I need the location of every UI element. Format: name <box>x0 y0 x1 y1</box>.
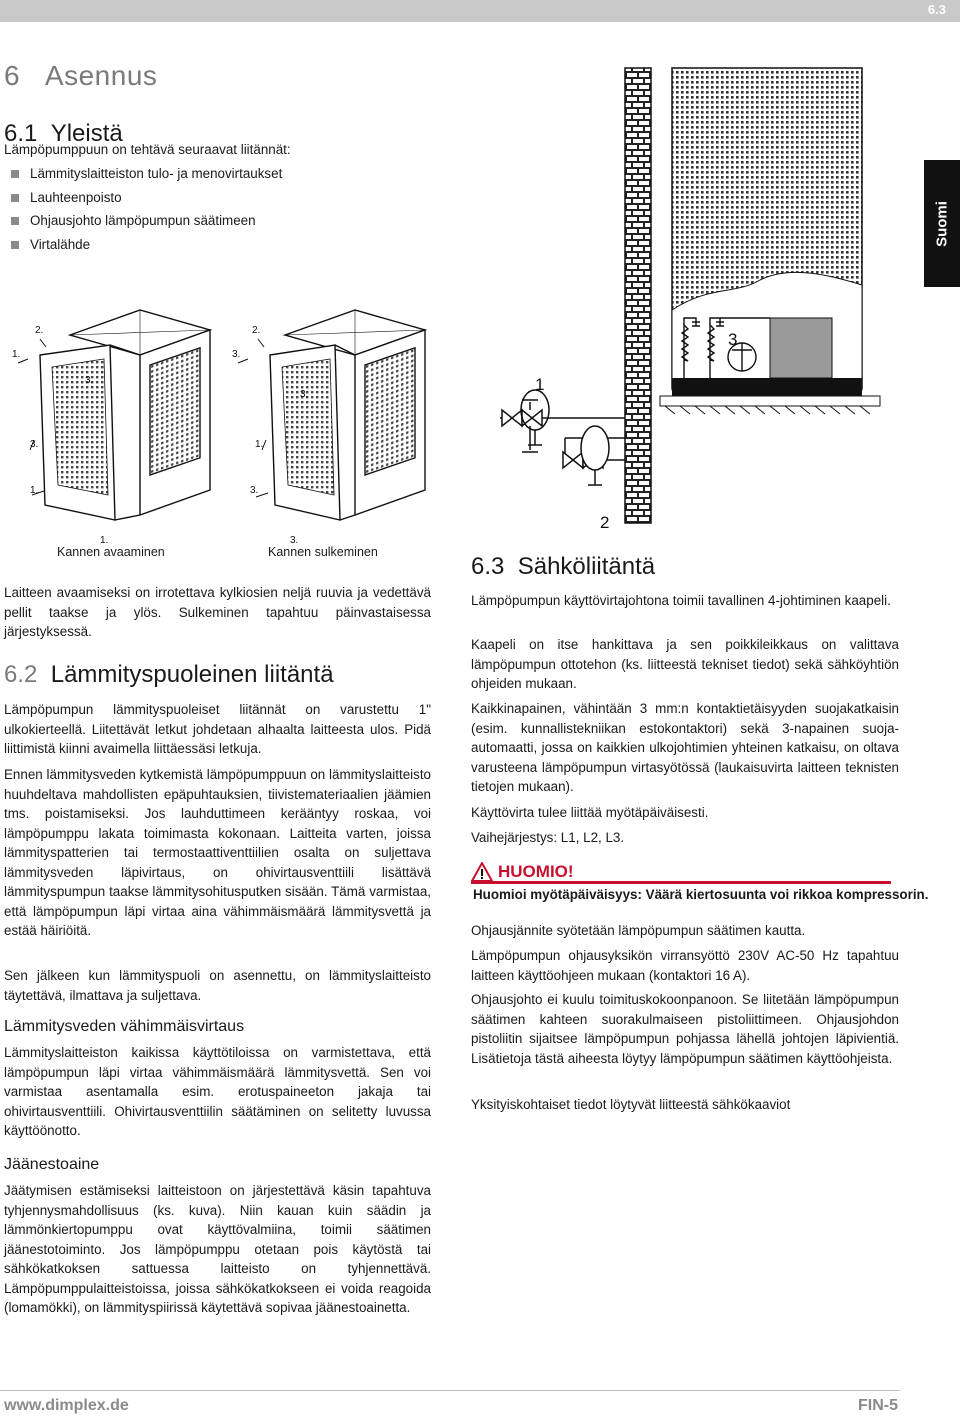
list-item: Lämmityslaitteiston tulo- ja menovirtaukset <box>4 162 282 186</box>
step-label: 3. <box>300 389 309 400</box>
section-6-1-intro: Lämpöpumppuun on tehtävä seuraavat liitännät: <box>4 142 291 157</box>
step-label: 3. <box>232 349 241 360</box>
caption-close: Kannen sulkeminen <box>268 545 378 559</box>
step-label: 1. <box>30 485 39 496</box>
connection-list <box>4 162 282 256</box>
list-item: Lauhteenpoisto <box>4 186 282 210</box>
step-label: 1. <box>100 535 109 545</box>
footer-divider <box>0 1390 900 1391</box>
section-6-3-title: 6.3 Sähköliitäntä <box>471 553 656 580</box>
min-flow-title: Lämmitysveden vähimmäisvirtaus <box>4 1018 245 1035</box>
wall-brick <box>625 68 651 523</box>
step-label: 2. <box>252 325 261 336</box>
section-6-3-p1: Lämpöpumpun käyttövirtajohtona toimii tavallinen 4-johtiminen kaapeli. <box>471 593 891 608</box>
unit-close <box>270 310 425 520</box>
warning-icon <box>471 862 493 882</box>
antifreeze-title: Jäänestoaine <box>4 1156 100 1173</box>
diagram-label-2: 2 <box>600 513 610 532</box>
section-6-3-p2: Kaapeli on itse hankittava ja sen poikkileikkaus on valittava lämpöpumpun ottotehon (ks. liitteestä tekniset tiedot) sekä sähköyhtiön ohjeiden mukaan. <box>471 637 899 691</box>
language-tab-label: Suomi <box>933 200 951 247</box>
step-label: 3. <box>85 375 94 386</box>
list-item: Virtalähde <box>4 233 282 257</box>
warning-text: Huomioi myötäpäiväisyys: Väärä kiertosuunta voi rikkoa kompressorin. <box>473 887 929 902</box>
section-6-3-p9: Yksityiskohtaiset tiedot löytyvät liitteestä sähkökaaviot <box>471 1097 791 1112</box>
installation-diagram <box>470 60 890 540</box>
section-6-3-p8: Ohjausjohto ei kuulu toimituskokoonpanoon. Se liitetään lämpöpumpun säätimen kahteen suorakulmaiseen pistoliittimeen. Ohjausjohdon pistoliitin sijaitsee lämpöpumpun pohjassa lähellä johtojen läpivientiä. Lisätietoja tästä aiheesta löytyy lämpöpumpun säätimen käyttöohjeista. <box>471 992 899 1066</box>
section-6-3-p5: Vaihejärjestys: L1, L2, L3. <box>471 830 625 845</box>
section-6-2-p1: Lämpöpumpun lämmityspuoleiset liitännät on varustettu 1" ulkokierteellä. Liitettävät letkut johdetaan alhaalta laitteesta ulos. Pidä liittimistä kiinni avaimella liittäessäsi letkuja. <box>4 702 431 756</box>
footer-page-number: FIN-5 <box>858 1397 898 1414</box>
section-6-3-p4: Käyttövirta tulee liittää myötäpäiväisesti. <box>471 805 709 820</box>
chapter-title: 6 Asennus <box>4 60 158 91</box>
section-6-1-title: 6.1 Yleistä <box>4 120 123 147</box>
pipe-valves <box>500 390 625 485</box>
page-number: 6.3 <box>927 2 946 17</box>
step-label: 3. <box>30 439 39 450</box>
step-label: 3. <box>250 485 259 496</box>
caption-open: Kannen avaaminen <box>57 545 165 559</box>
list-item: Ohjausjohto lämpöpumpun säätimeen <box>4 209 282 233</box>
warning-divider <box>471 881 891 884</box>
diagram-label-1: 1 <box>535 375 545 394</box>
diagram-label-3: 3 <box>728 330 738 349</box>
step-label: 3. <box>290 535 299 545</box>
language-tab[interactable] <box>924 160 960 287</box>
section-6-2-p3: Sen jälkeen kun lämmityspuoli on asennettu, on lämmityslaitteisto täytettävä, ilmattava ja suljettava. <box>4 968 431 1003</box>
heat-pump-unit <box>660 68 880 414</box>
cover-text: Laitteen avaamiseksi on irrotettava kylkiosien neljä ruuvia ja vedettävä pellit taakse ja ylös. Sulkeminen tapahtuu päinvastaisessa järjestyksessä. <box>4 585 431 639</box>
cover-figure <box>0 305 440 545</box>
min-flow-text: Lämmityslaitteiston kaikissa käyttötiloissa on varmistettava, että lämpöpumpun läpi virtaa vähimmäismäärä lämmitysvettä. Sen voi varmistaa asentamalla esim. erotuspaineeton jakaja tai ohivirtausventtiili. Ohivirtausventtiilin säätäminen on selitetty luvussa käyttöönotto. <box>4 1045 431 1138</box>
step-label: 1. <box>12 349 21 360</box>
section-6-2-title: 6.2 Lämmityspuoleinen liitäntä <box>4 661 334 688</box>
section-6-3-p7: Lämpöpumpun ohjausyksikön virransyöttö 230V AC-50 Hz tapahtuu laitteen käyttöohjeen mukaan (kontaktori 16 A). <box>471 948 899 983</box>
warning-title: HUOMIO! <box>498 862 574 881</box>
page-header-bar <box>0 0 960 22</box>
section-6-3-p6: Ohjausjännite syötetään lämpöpumpun säätimen kautta. <box>471 923 806 938</box>
antifreeze-text: Jäätymisen estämiseksi laitteistoon on järjestettävä käsin tapahtuva tyhjennysmahdollisuus (ks. kuva). Niin kauan kuin säädin ja lämmönkiertopumppu ovat käyttövalmiina, toimii säätimen jäänestotoiminto. Jos lämpöpumppu otetaan pois käytöstä tai sähkökatkoksen sattuessa laitteisto on tyhjennettävä. Lämpöpumppulaitteistoissa, joissa sähkökatkokseen ei voida reagoida (lomamökki), on lämmityspiirissä käytettävä sopivaa jäänestoainetta. <box>4 1183 431 1315</box>
section-6-3-p3: Kaikkinapainen, vähintään 3 mm:n kontaktietäisyyden suojakatkaisin (esim. kunnallistekniikan estokontaktori) sekä 3-napainen suoja-automaatti, jossa on kaikkien ulkojohtimien yhteinen katkaisu, on oltava varusteena lämpöpumpun virtasyötössä (laukaisuvirta laitteen teknisten tietojen mukaan). <box>471 701 899 794</box>
unit-open <box>40 310 210 520</box>
step-label: 2. <box>35 325 44 336</box>
section-6-2-p2: Ennen lämmitysveden kytkemistä lämpöpumppuun on lämmityslaitteisto huuhdeltava mahdollisten epäpuhtauksien, tiivistemateriaalien jäämien tms. poistamiseksi. Jos lauhduttimeen kerääntyy roskaa, voi lämpöpumppu lakata toimimasta kokonaan. Laitteita varten, joissa lämmityspatterien tai termostaattiventtiilien osalta on suljettava lämmitysveden läpivirtaus, on ohivirtausventtiili lisättävä lämmityspumpun taakse lämmitysohitusputken sisään. Tämä varmistaa, että lämpöpumpun läpi virtaa aina vähimmäismäärä lämmitysvettä ja estää häiriöitä. <box>4 767 431 938</box>
footer-website-link[interactable]: www.dimplex.de <box>4 1397 129 1414</box>
step-label: 1. <box>255 439 264 450</box>
